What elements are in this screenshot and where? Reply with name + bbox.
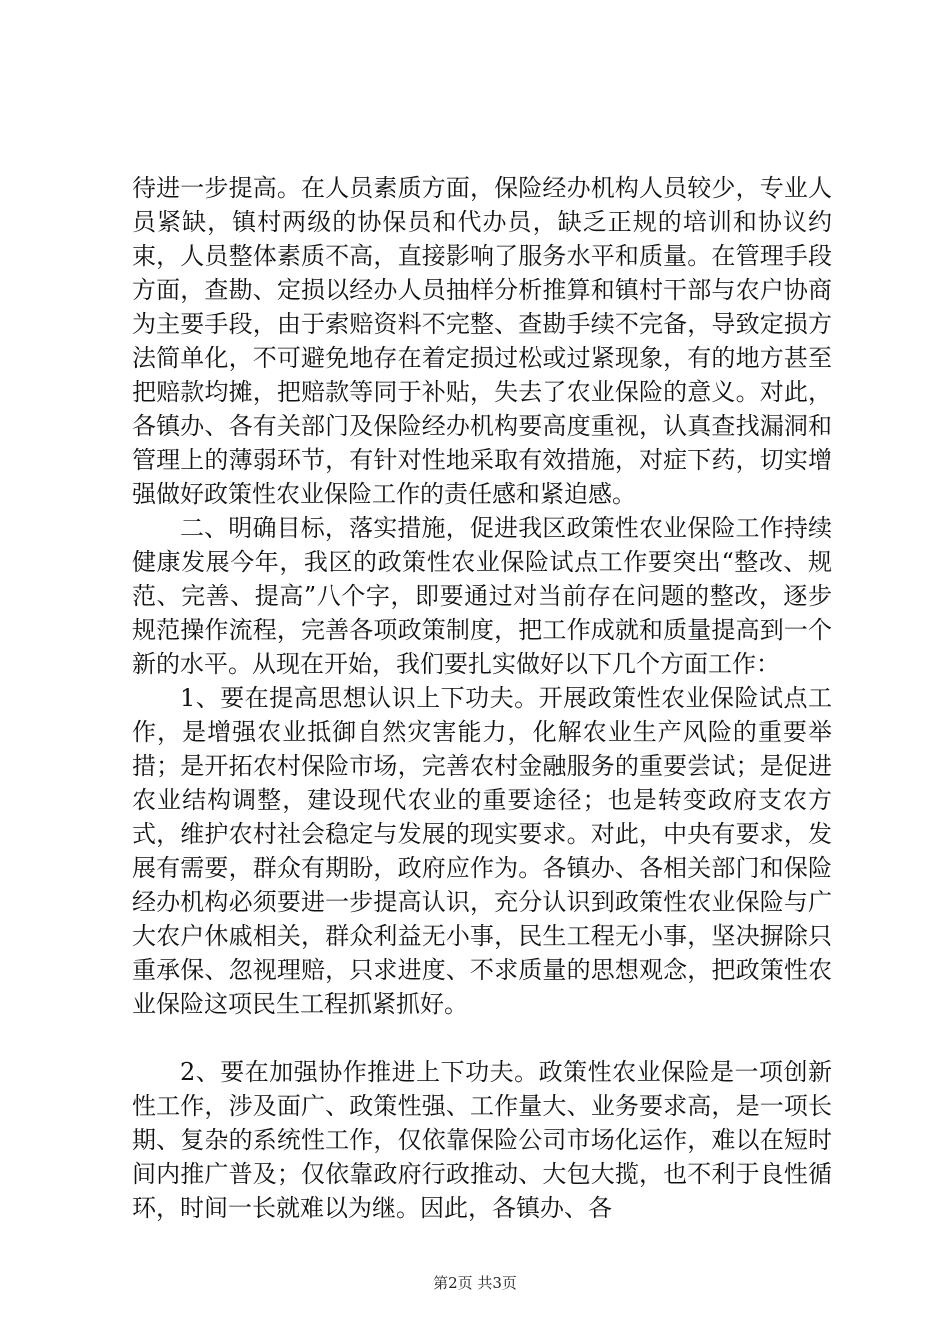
paragraph-item-one: 1、要在提高思想认识上下功夫。开展政策性农业保险试点工作，是增强农业抵御自然灾害能力，化解农业生产风险的重要举措；是开拓农村保险市场，完善农村金融服务的重要尝试；是促进农业结构调整，建设现代农业的重要途径；也是转变政府支农方式，维护农村社会稳定与发展的现实要求。对此，中央有要求，发展有需要，群众有期盼，政府应作为。各镇办、各相关部门和保险经办机构必须要进一步提高认识，充分认识到政策性农业保险与广大农户休戚相关，群众利益无小事，民生工程无小事，坚决摒除只重承保、忽视理赔，只求进度、不求质量的思想观念，把政策性农业保险这项民生工程抓紧抓好。	[132, 684, 832, 1018]
paragraph-spacer	[132, 1021, 832, 1055]
paragraph-section-two: 二、明确目标，落实措施，促进我区政策性农业保险工作持续健康发展今年，我区的政策性农业保险试点工作要突出“整改、规范、完善、提高”八个字，即要通过对当前存在问题的整改，逐步规范操作流程，完善各项政策制度，把工作成就和质量提高到一个新的水平。从现在开始，我们要扎实做好以下几个方面工作：	[132, 514, 832, 678]
paragraph-continued: 待进一步提高。在人员素质方面，保险经办机构人员较少，专业人员紧缺，镇村两级的协保员和代办员，缺乏正规的培训和协议约束，人员整体素质不高，直接影响了服务水平和质量。在管理手段方面，查勘、定损以经办人员抽样分析推算和镇村干部与农户协商为主要手段，由于索赔资料不完整、查勘手续不完备，导致定损方法简单化，不可避免地存在着定损过松或过紧现象，有的地方甚至把赔款均摊，把赔款等同于补贴，失去了农业保险的意义。对此，各镇办、各有关部门及保险经办机构要高度重视，认真查找漏洞和管理上的薄弱环节，有针对性地采取有效措施，对症下药，切实增强做好政策性农业保险工作的责任感和紧迫感。	[132, 174, 832, 508]
document-body	[132, 171, 832, 1225]
paragraph-item-two: 2、要在加强协作推进上下功夫。政策性农业保险是一项创新性工作，涉及面广、政策性强、工作量大、业务要求高，是一项长期、复杂的系统性工作，仅依靠保险公司市场化运作，难以在短时间内推广普及；仅依靠政府行政推动、大包大揽，也不利于良性循环，时间一长就难以为继。因此，各镇办、各	[132, 1058, 832, 1222]
page-footer: 第2页 共3页	[433, 1274, 517, 1292]
